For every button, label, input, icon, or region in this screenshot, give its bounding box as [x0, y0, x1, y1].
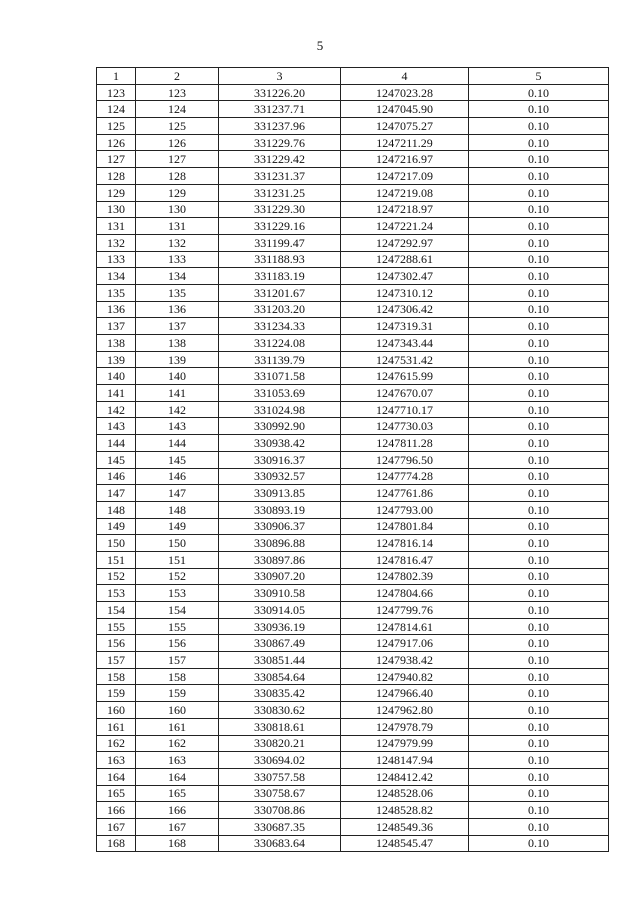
value-cell: 0.10	[469, 785, 609, 802]
coordinate-x-cell: 330758.67	[219, 785, 341, 802]
table-row	[97, 785, 609, 802]
table-row	[97, 401, 609, 418]
column-header-3: 3	[219, 68, 341, 85]
table-row	[97, 101, 609, 118]
point-id-cell: 167	[136, 818, 219, 835]
coordinate-y-cell: 1248412.42	[341, 768, 469, 785]
point-id-cell: 150	[136, 535, 219, 552]
coordinate-x-cell: 330757.58	[219, 768, 341, 785]
value-cell: 0.10	[469, 802, 609, 819]
coordinate-y-cell: 1247221.24	[341, 218, 469, 235]
column-header-1: 1	[97, 68, 136, 85]
coordinate-x-cell: 330851.44	[219, 652, 341, 669]
row-number-cell: 163	[97, 752, 136, 769]
value-cell: 0.10	[469, 218, 609, 235]
point-id-cell: 165	[136, 785, 219, 802]
table-row	[97, 201, 609, 218]
table-row	[97, 568, 609, 585]
value-cell: 0.10	[469, 184, 609, 201]
coordinates-table	[96, 67, 609, 852]
table-row	[97, 835, 609, 852]
table-row	[97, 134, 609, 151]
coordinate-y-cell: 1247217.09	[341, 168, 469, 185]
point-id-cell: 151	[136, 551, 219, 568]
coordinate-y-cell: 1247917.06	[341, 635, 469, 652]
point-id-cell: 156	[136, 635, 219, 652]
row-number-cell: 131	[97, 218, 136, 235]
point-id-cell: 157	[136, 652, 219, 669]
table-row	[97, 468, 609, 485]
value-cell: 0.10	[469, 718, 609, 735]
row-number-cell: 136	[97, 301, 136, 318]
table-row	[97, 351, 609, 368]
row-number-cell: 138	[97, 335, 136, 352]
column-header-5: 5	[469, 68, 609, 85]
coordinate-x-cell: 331229.30	[219, 201, 341, 218]
value-cell: 0.10	[469, 685, 609, 702]
row-number-cell: 132	[97, 234, 136, 251]
row-number-cell: 143	[97, 418, 136, 435]
value-cell: 0.10	[469, 435, 609, 452]
coordinate-y-cell: 1247804.66	[341, 585, 469, 602]
row-number-cell: 125	[97, 118, 136, 135]
value-cell: 0.10	[469, 251, 609, 268]
value-cell: 0.10	[469, 268, 609, 285]
row-number-cell: 137	[97, 318, 136, 335]
coordinate-y-cell: 1247816.47	[341, 551, 469, 568]
table-row	[97, 585, 609, 602]
coordinate-y-cell: 1248528.06	[341, 785, 469, 802]
coordinate-x-cell: 330867.49	[219, 635, 341, 652]
coordinate-x-cell: 331226.20	[219, 84, 341, 101]
point-id-cell: 137	[136, 318, 219, 335]
point-id-cell: 164	[136, 768, 219, 785]
row-number-cell: 127	[97, 151, 136, 168]
coordinate-y-cell: 1248549.36	[341, 818, 469, 835]
row-number-cell: 133	[97, 251, 136, 268]
table-row	[97, 301, 609, 318]
row-number-cell: 123	[97, 84, 136, 101]
coordinate-y-cell: 1248528.82	[341, 802, 469, 819]
value-cell: 0.10	[469, 401, 609, 418]
point-id-cell: 161	[136, 718, 219, 735]
row-number-cell: 168	[97, 835, 136, 852]
point-id-cell: 138	[136, 335, 219, 352]
value-cell: 0.10	[469, 535, 609, 552]
table-row	[97, 768, 609, 785]
row-number-cell: 129	[97, 184, 136, 201]
coordinate-x-cell: 330936.19	[219, 618, 341, 635]
row-number-cell: 164	[97, 768, 136, 785]
coordinate-x-cell: 331201.67	[219, 284, 341, 301]
row-number-cell: 139	[97, 351, 136, 368]
coordinate-x-cell: 330910.58	[219, 585, 341, 602]
coordinate-y-cell: 1247979.99	[341, 735, 469, 752]
coordinate-y-cell: 1247075.27	[341, 118, 469, 135]
point-id-cell: 134	[136, 268, 219, 285]
column-header-2: 2	[136, 68, 219, 85]
point-id-cell: 130	[136, 201, 219, 218]
coordinate-x-cell: 330938.42	[219, 435, 341, 452]
coordinate-y-cell: 1248545.47	[341, 835, 469, 852]
value-cell: 0.10	[469, 301, 609, 318]
coordinate-y-cell: 1247023.28	[341, 84, 469, 101]
column-header-4: 4	[341, 68, 469, 85]
row-number-cell: 153	[97, 585, 136, 602]
point-id-cell: 136	[136, 301, 219, 318]
row-number-cell: 144	[97, 435, 136, 452]
table-row	[97, 251, 609, 268]
coordinate-x-cell: 330854.64	[219, 668, 341, 685]
coordinate-y-cell: 1247966.40	[341, 685, 469, 702]
value-cell: 0.10	[469, 151, 609, 168]
coordinate-x-cell: 331231.37	[219, 168, 341, 185]
coordinate-y-cell: 1247774.28	[341, 468, 469, 485]
point-id-cell: 160	[136, 702, 219, 719]
table-row	[97, 818, 609, 835]
table-row	[97, 118, 609, 135]
coordinate-x-cell: 330896.88	[219, 535, 341, 552]
value-cell: 0.10	[469, 118, 609, 135]
coordinate-x-cell: 331237.71	[219, 101, 341, 118]
value-cell: 0.10	[469, 485, 609, 502]
point-id-cell: 166	[136, 802, 219, 819]
value-cell: 0.10	[469, 585, 609, 602]
coordinate-y-cell: 1247710.17	[341, 401, 469, 418]
row-number-cell: 156	[97, 635, 136, 652]
table-row	[97, 418, 609, 435]
value-cell: 0.10	[469, 368, 609, 385]
coordinate-y-cell: 1247319.31	[341, 318, 469, 335]
value-cell: 0.10	[469, 635, 609, 652]
value-cell: 0.10	[469, 768, 609, 785]
point-id-cell: 143	[136, 418, 219, 435]
value-cell: 0.10	[469, 735, 609, 752]
table-row	[97, 184, 609, 201]
table-row	[97, 635, 609, 652]
point-id-cell: 124	[136, 101, 219, 118]
value-cell: 0.10	[469, 134, 609, 151]
coordinate-x-cell: 330913.85	[219, 485, 341, 502]
coordinate-y-cell: 1247811.28	[341, 435, 469, 452]
coordinate-y-cell: 1247310.12	[341, 284, 469, 301]
value-cell: 0.10	[469, 551, 609, 568]
table-row	[97, 151, 609, 168]
point-id-cell: 162	[136, 735, 219, 752]
table-row	[97, 84, 609, 101]
row-number-cell: 152	[97, 568, 136, 585]
coordinate-x-cell: 330906.37	[219, 518, 341, 535]
value-cell: 0.10	[469, 385, 609, 402]
table-header	[97, 68, 609, 85]
coordinate-x-cell: 330683.64	[219, 835, 341, 852]
coordinate-y-cell: 1247814.61	[341, 618, 469, 635]
coordinate-y-cell: 1247531.42	[341, 351, 469, 368]
point-id-cell: 144	[136, 435, 219, 452]
point-id-cell: 139	[136, 351, 219, 368]
coordinate-y-cell: 1247216.97	[341, 151, 469, 168]
row-number-cell: 166	[97, 802, 136, 819]
point-id-cell: 135	[136, 284, 219, 301]
coordinate-x-cell: 331188.93	[219, 251, 341, 268]
coordinate-x-cell: 331224.08	[219, 335, 341, 352]
row-number-cell: 162	[97, 735, 136, 752]
coordinate-x-cell: 330932.57	[219, 468, 341, 485]
coordinate-y-cell: 1247802.39	[341, 568, 469, 585]
point-id-cell: 131	[136, 218, 219, 235]
value-cell: 0.10	[469, 602, 609, 619]
row-number-cell: 145	[97, 451, 136, 468]
coordinate-x-cell: 331229.16	[219, 218, 341, 235]
row-number-cell: 161	[97, 718, 136, 735]
coordinate-y-cell: 1247793.00	[341, 501, 469, 518]
table-row	[97, 335, 609, 352]
point-id-cell: 141	[136, 385, 219, 402]
coordinate-x-cell: 331234.33	[219, 318, 341, 335]
point-id-cell: 152	[136, 568, 219, 585]
point-id-cell: 132	[136, 234, 219, 251]
value-cell: 0.10	[469, 335, 609, 352]
table-row	[97, 451, 609, 468]
value-cell: 0.10	[469, 201, 609, 218]
row-number-cell: 146	[97, 468, 136, 485]
table-row	[97, 718, 609, 735]
coordinate-y-cell: 1247288.61	[341, 251, 469, 268]
coordinate-x-cell: 331183.19	[219, 268, 341, 285]
value-cell: 0.10	[469, 234, 609, 251]
point-id-cell: 123	[136, 84, 219, 101]
value-cell: 0.10	[469, 101, 609, 118]
row-number-cell: 147	[97, 485, 136, 502]
table-row	[97, 802, 609, 819]
coordinate-x-cell: 330694.02	[219, 752, 341, 769]
point-id-cell: 127	[136, 151, 219, 168]
row-number-cell: 160	[97, 702, 136, 719]
table-row	[97, 385, 609, 402]
row-number-cell: 141	[97, 385, 136, 402]
value-cell: 0.10	[469, 818, 609, 835]
coordinate-y-cell: 1247306.42	[341, 301, 469, 318]
row-number-cell: 126	[97, 134, 136, 151]
coordinate-x-cell: 330893.19	[219, 501, 341, 518]
row-number-cell: 130	[97, 201, 136, 218]
coordinate-y-cell: 1248147.94	[341, 752, 469, 769]
point-id-cell: 159	[136, 685, 219, 702]
point-id-cell: 154	[136, 602, 219, 619]
coordinate-x-cell: 331229.76	[219, 134, 341, 151]
table-row	[97, 435, 609, 452]
point-id-cell: 147	[136, 485, 219, 502]
coordinate-x-cell: 331139.79	[219, 351, 341, 368]
coordinate-y-cell: 1247801.84	[341, 518, 469, 535]
row-number-cell: 155	[97, 618, 136, 635]
coordinate-y-cell: 1247045.90	[341, 101, 469, 118]
point-id-cell: 153	[136, 585, 219, 602]
value-cell: 0.10	[469, 501, 609, 518]
table-row	[97, 702, 609, 719]
coordinate-x-cell: 331024.98	[219, 401, 341, 418]
coordinate-y-cell: 1247218.97	[341, 201, 469, 218]
coordinate-x-cell: 331229.42	[219, 151, 341, 168]
table-row	[97, 368, 609, 385]
coordinate-y-cell: 1247761.86	[341, 485, 469, 502]
value-cell: 0.10	[469, 518, 609, 535]
row-number-cell: 157	[97, 652, 136, 669]
table-row	[97, 168, 609, 185]
coordinate-x-cell: 330830.62	[219, 702, 341, 719]
table-row	[97, 618, 609, 635]
value-cell: 0.10	[469, 168, 609, 185]
table-row	[97, 551, 609, 568]
page-number: 5	[316, 38, 324, 53]
coordinate-x-cell: 330818.61	[219, 718, 341, 735]
row-number-cell: 124	[97, 101, 136, 118]
coordinate-y-cell: 1247940.82	[341, 668, 469, 685]
coordinate-y-cell: 1247796.50	[341, 451, 469, 468]
coordinate-x-cell: 331053.69	[219, 385, 341, 402]
table-body	[97, 84, 609, 852]
coordinate-y-cell: 1247292.97	[341, 234, 469, 251]
point-id-cell: 140	[136, 368, 219, 385]
value-cell: 0.10	[469, 284, 609, 301]
table-row	[97, 218, 609, 235]
row-number-cell: 140	[97, 368, 136, 385]
row-number-cell: 151	[97, 551, 136, 568]
table-row	[97, 501, 609, 518]
coordinate-x-cell: 331199.47	[219, 234, 341, 251]
value-cell: 0.10	[469, 702, 609, 719]
row-number-cell: 142	[97, 401, 136, 418]
value-cell: 0.10	[469, 668, 609, 685]
value-cell: 0.10	[469, 451, 609, 468]
coordinate-x-cell: 330708.86	[219, 802, 341, 819]
table-row	[97, 668, 609, 685]
header-row	[97, 68, 609, 85]
point-id-cell: 148	[136, 501, 219, 518]
value-cell: 0.10	[469, 618, 609, 635]
coordinate-y-cell: 1247302.47	[341, 268, 469, 285]
value-cell: 0.10	[469, 652, 609, 669]
table-row	[97, 284, 609, 301]
point-id-cell: 163	[136, 752, 219, 769]
table-row	[97, 535, 609, 552]
row-number-cell: 150	[97, 535, 136, 552]
table-row	[97, 685, 609, 702]
row-number-cell: 154	[97, 602, 136, 619]
row-number-cell: 158	[97, 668, 136, 685]
point-id-cell: 146	[136, 468, 219, 485]
point-id-cell: 142	[136, 401, 219, 418]
coordinate-y-cell: 1247670.07	[341, 385, 469, 402]
coordinate-x-cell: 330992.90	[219, 418, 341, 435]
coordinate-x-cell: 331071.58	[219, 368, 341, 385]
table-row	[97, 234, 609, 251]
value-cell: 0.10	[469, 84, 609, 101]
coordinate-y-cell: 1247978.79	[341, 718, 469, 735]
row-number-cell: 135	[97, 284, 136, 301]
table-row	[97, 735, 609, 752]
row-number-cell: 134	[97, 268, 136, 285]
value-cell: 0.10	[469, 468, 609, 485]
table-row	[97, 318, 609, 335]
row-number-cell: 149	[97, 518, 136, 535]
coordinate-x-cell: 330835.42	[219, 685, 341, 702]
value-cell: 0.10	[469, 418, 609, 435]
coordinate-x-cell: 330914.05	[219, 602, 341, 619]
point-id-cell: 168	[136, 835, 219, 852]
value-cell: 0.10	[469, 351, 609, 368]
coordinate-x-cell: 331203.20	[219, 301, 341, 318]
coordinate-x-cell: 330820.21	[219, 735, 341, 752]
coordinate-x-cell: 330916.37	[219, 451, 341, 468]
value-cell: 0.10	[469, 318, 609, 335]
coordinate-x-cell: 330687.35	[219, 818, 341, 835]
coordinate-x-cell: 331237.96	[219, 118, 341, 135]
coordinate-y-cell: 1247219.08	[341, 184, 469, 201]
table-row	[97, 602, 609, 619]
coordinate-y-cell: 1247211.29	[341, 134, 469, 151]
table-row	[97, 752, 609, 769]
point-id-cell: 155	[136, 618, 219, 635]
point-id-cell: 158	[136, 668, 219, 685]
coordinate-x-cell: 330897.86	[219, 551, 341, 568]
row-number-cell: 165	[97, 785, 136, 802]
table-row	[97, 652, 609, 669]
value-cell: 0.10	[469, 752, 609, 769]
coordinate-y-cell: 1247343.44	[341, 335, 469, 352]
row-number-cell: 148	[97, 501, 136, 518]
row-number-cell: 159	[97, 685, 136, 702]
value-cell: 0.10	[469, 568, 609, 585]
point-id-cell: 145	[136, 451, 219, 468]
point-id-cell: 125	[136, 118, 219, 135]
point-id-cell: 126	[136, 134, 219, 151]
coordinate-y-cell: 1247799.76	[341, 602, 469, 619]
point-id-cell: 133	[136, 251, 219, 268]
coordinate-y-cell: 1247730.03	[341, 418, 469, 435]
table-row	[97, 268, 609, 285]
coordinate-y-cell: 1247938.42	[341, 652, 469, 669]
point-id-cell: 128	[136, 168, 219, 185]
coordinate-x-cell: 330907.20	[219, 568, 341, 585]
table-row	[97, 518, 609, 535]
row-number-cell: 167	[97, 818, 136, 835]
coordinate-x-cell: 331231.25	[219, 184, 341, 201]
value-cell: 0.10	[469, 835, 609, 852]
point-id-cell: 149	[136, 518, 219, 535]
table-row	[97, 485, 609, 502]
row-number-cell: 128	[97, 168, 136, 185]
coordinate-y-cell: 1247615.99	[341, 368, 469, 385]
coordinate-y-cell: 1247816.14	[341, 535, 469, 552]
point-id-cell: 129	[136, 184, 219, 201]
coordinate-y-cell: 1247962.80	[341, 702, 469, 719]
